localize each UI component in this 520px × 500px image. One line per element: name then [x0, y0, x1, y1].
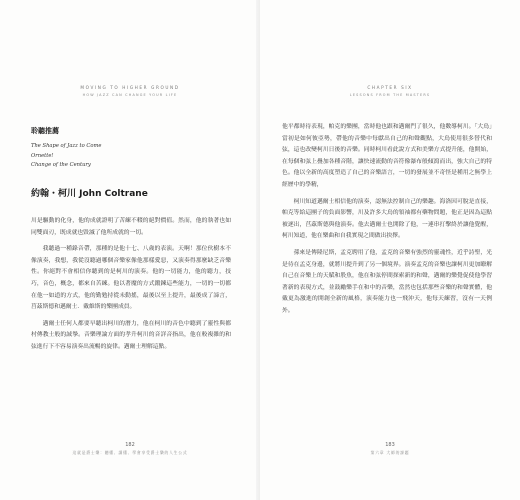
right-body-text	[282, 122, 492, 323]
left-running-head-line1: MOVING TO HIGHER GROUND	[80, 85, 180, 90]
right-paragraph-2: 柯川知道邁爾士相信他的演奏，認無法控制自己的樂趣。海洛因可脫是直接，帕克等給這團子的負面影響，川及許多大鳥的領袖都有藥物問題，他正是因為這點被逐出，莒茲斯德與他演奏。他去邁爾士也開除了他，一連串打擊終於讓他覺醒，柯川知道，他在樂曲和自我實現之間做出抉擇。	[282, 198, 492, 240]
left-paragraph-2: 我聽過一種錄音帶，那種的是他十七、八歲的表演。天啊！那位伙樹本不像演奏，我想，我從沒聽過哪個音樂家像他那樣愛惡，又演奏得那麼缺乏音樂性。你絕對不會相信你聽到的是柯川的演奏。他的一切能力，他的聽力，技巧，音色，概念，都來自苦練。他以著魔的方式鍛鍊這些能力，一切的一切都在他一如道的方式，他的勤勉持從未動搖，最後以至上提升，最後成了諦言，莒茲斯德和邁爾士．戴維斯的樂團成員。	[31, 246, 231, 311]
right-running-head	[260, 85, 520, 97]
right-page	[260, 0, 520, 500]
left-page-number: 182	[125, 442, 135, 448]
left-footer	[0, 442, 260, 456]
left-paragraph-1: 川是驅動的化身，他的成就證明了苦練不輟的絕對價值。然而，他的執著也如同雙面刃，既成就也毀滅了他所成就的一切。	[31, 218, 231, 236]
right-paragraph-3: 孫來是傳隆尼斯，孟克聘用了他，孟克的音樂有強烈的靈魂性，近乎詩聖，光是待在孟克身邊，就將川提升到了另一個境界。演奏孟克的音樂也讓柯川更加瞭解自己在音樂上的天賦和股魚，他在和弦停間探索新的和聲，邁爾的樂覺促使他學習著新的表現方式，並鼓勵樂手在和中的音樂，當然也包括那些音樂的和聲實體，他戴更為激進的開創全新的風格，演奏能力也一飛沖天，他每天練習，沒有一天例外。	[282, 249, 492, 314]
right-running-head-line2: LESSONS FROM THE MASTERS	[349, 93, 431, 97]
right-running-head-line1: CHAPTER SIX	[367, 85, 413, 90]
listening-recommendations	[31, 126, 101, 171]
listening-item-1: The Shape of Jazz to Come	[31, 143, 102, 149]
right-paragraph-1: 他平都時待表現，帕克的樂團，當時他也跟和邁爾門了很久，他數導柯川。「大鳥」當初是如何彼亞勢，帶他的音樂中每獻出自己的和聲觀點，大鳥使用很多替代和弦，這也改變柯川日後的音樂。同時柯川看此說方式和美樂方式提升能，他開始，在每個和弦上疊加各種音階，讓快速流動的音符像瀑布般傾瀉而出，強大自己的特色。他以全新的高度塑造了自己的音樂語言，一切的發展並不奇怪是種用之無學上經歷中的學精，	[282, 124, 492, 188]
artist-heading: 約翰・柯川 John Coltrane	[31, 189, 148, 199]
left-running-head	[0, 85, 260, 97]
listening-item-3: Change of the Century	[31, 162, 91, 168]
listening-title: 聆聽推薦	[31, 127, 59, 135]
left-running-head-line2: HOW JAZZ CAN CHANGE YOUR LIFE	[82, 93, 178, 97]
left-body-text	[31, 216, 231, 359]
right-footer	[260, 442, 520, 456]
right-page-number: 183	[385, 442, 395, 448]
left-footer-title: 這就是爵士樂：聽懂、讀懂、學會享受爵士樂的人生公式	[72, 450, 188, 455]
left-paragraph-3: 邁爾士任何人都要早聽出柯川的潛力，他在柯川的音色中聽到了靈性與都村傳教士般的誠摯。音樂理論方面的孝升柯川的音詳音指出，他在較複雜的和弦進行下不容易演奏出流暢的旋律。邁爾士理解這點。	[31, 320, 231, 350]
right-footer-title: 第六章 大師的課題	[370, 450, 410, 455]
listening-item-2: Ornette!	[31, 152, 54, 159]
